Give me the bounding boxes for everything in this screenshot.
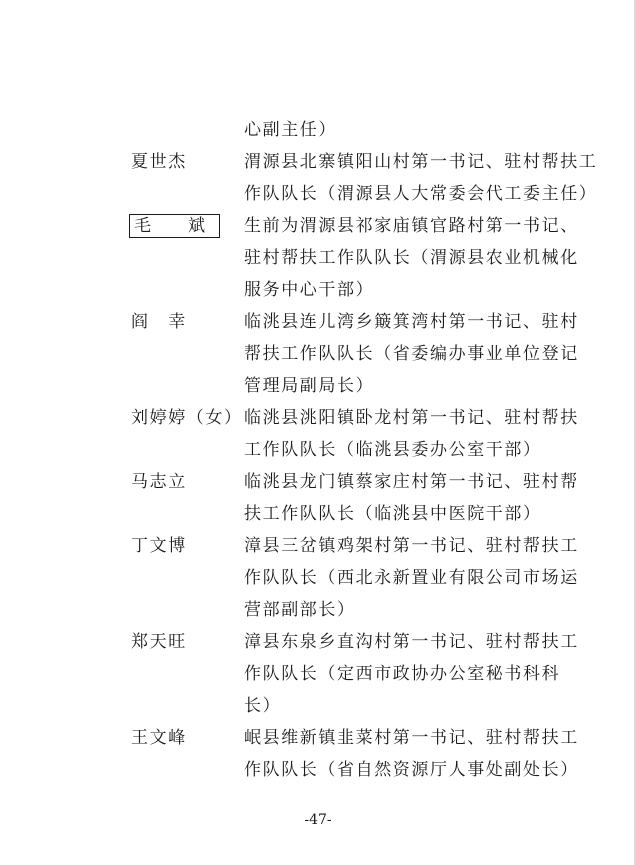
description-line: 临洮县洮阳镇卧龙村第一书记、驻村帮扶 <box>244 408 579 428</box>
entry-liu-tingting <box>0 402 636 466</box>
continuation-entry <box>0 114 636 146</box>
description-line: 漳县东泉乡直沟村第一书记、驻村帮扶工 <box>244 632 579 652</box>
entry-zheng-tianwang <box>0 626 636 722</box>
description-line: 管理局副局长） <box>244 376 375 396</box>
entry-description <box>244 210 579 306</box>
description-line: 临洮县连儿湾乡簸箕湾村第一书记、驻村 <box>244 312 579 332</box>
description-line: 作队队长（定西市政协办公室秘书科科 <box>244 664 561 684</box>
description-line: 长） <box>244 696 282 716</box>
person-name: 阎 幸 <box>131 312 187 332</box>
description-line: 心副主任） <box>244 120 337 140</box>
entry-wang-wenfeng <box>0 722 636 786</box>
person-name: 王文峰 <box>131 728 187 748</box>
description-line: 岷县维新镇韭菜村第一书记、驻村帮扶工 <box>244 728 579 748</box>
entry-description <box>244 146 598 210</box>
description-line: 作队队长（省自然资源厅人事处副处长） <box>244 760 579 780</box>
person-name-boxed: 毛 斌 <box>129 214 220 238</box>
document-body <box>0 114 636 786</box>
page-number: -47- <box>304 812 332 828</box>
person-name: 丁文博 <box>131 536 187 556</box>
description-line: 服务中心干部） <box>244 280 375 300</box>
entry-ma-zhili <box>0 466 636 530</box>
description-line: 生前为渭源县祁家庙镇官路村第一书记、 <box>244 216 579 236</box>
entry-xia-shijie <box>0 146 636 210</box>
entry-mao-bin <box>0 210 636 306</box>
entry-ding-wenbo <box>0 530 636 626</box>
person-name: 刘婷婷（女） <box>131 408 243 428</box>
description-line: 作队队长（渭源县人大常委会代工委主任） <box>244 184 598 204</box>
entry-description <box>244 530 579 626</box>
description-line: 工作队队长（临洮县委办公室干部） <box>244 440 542 460</box>
description-line: 营部副部长） <box>244 600 356 620</box>
entry-description <box>244 466 579 530</box>
description-line: 驻村帮扶工作队队长（渭源县农业机械化 <box>244 248 579 268</box>
person-name: 马志立 <box>131 472 187 492</box>
entry-description <box>244 114 574 146</box>
description-line: 漳县三岔镇鸡架村第一书记、驻村帮扶工 <box>244 536 579 556</box>
description-line: 帮扶工作队队长（省委编办事业单位登记 <box>244 344 579 364</box>
entry-description <box>244 402 579 466</box>
person-name: 夏世杰 <box>131 152 187 172</box>
description-line: 临洮县龙门镇蔡家庄村第一书记、驻村帮 <box>244 472 579 492</box>
description-line: 扶工作队队长（临洮县中医院干部） <box>244 504 542 524</box>
description-line: 渭源县北寨镇阳山村第一书记、驻村帮扶工 <box>244 152 598 172</box>
entry-description <box>244 306 579 402</box>
person-name: 郑天旺 <box>131 632 187 652</box>
entry-description <box>244 722 579 786</box>
entry-yan-xing <box>0 306 636 402</box>
entry-description <box>244 626 579 722</box>
description-line: 作队队长（西北永新置业有限公司市场运 <box>244 568 579 588</box>
